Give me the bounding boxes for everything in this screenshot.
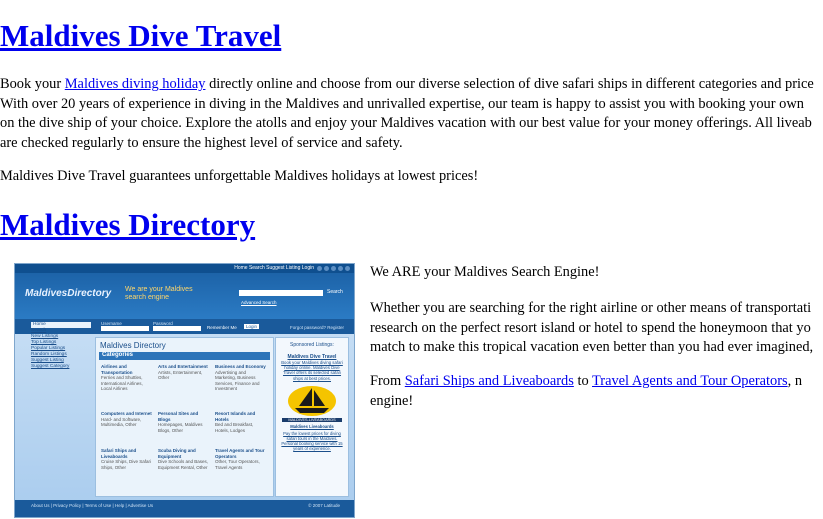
heading-maldives-dive-travel [0, 18, 281, 54]
category-title: Travel Agents and Tour Operators [215, 448, 265, 459]
heading-link-directory[interactable]: Maldives Directory [0, 207, 256, 242]
text: With over 20 years of experience in diving in the Maldives and unrivalled expertise, our team is happy to assist you with booking your own [0, 95, 804, 112]
category-title: Safari Ships and Liveaboards [101, 448, 137, 459]
thumb-category [215, 411, 267, 433]
thumb-sidebar-item: Popular Listings [31, 346, 66, 351]
thumb-copyright: © 2007 Latitude [308, 503, 340, 508]
heading-maldives-directory [0, 207, 255, 243]
thumb-sponsored-label: Sponsored Listings: [290, 342, 334, 348]
heading-link-dive-travel[interactable]: Maldives Dive Travel [0, 18, 282, 53]
thumb-category [101, 364, 153, 392]
category-title: Airlines and Transportation [101, 364, 133, 375]
link-safari-ships[interactable]: Safari Ships and Liveaboards [404, 373, 574, 389]
category-sub: Artists, Entertainment, Other [158, 369, 203, 380]
thumb-sidebar-item: Random Listings [31, 352, 67, 357]
text: engine! [370, 392, 414, 409]
dot-icon [317, 266, 322, 271]
category-sub: Ferries and Shuttles, International Airlines, Local Airlines [101, 375, 143, 391]
thumb-category [215, 448, 267, 470]
category-title: Personal Sites and Blogs [158, 411, 199, 422]
category-title: Scuba Diving and Equipment [158, 448, 196, 459]
dot-icon [338, 266, 343, 271]
directory-paragraph [370, 299, 813, 358]
text: , n [787, 373, 803, 389]
thumb-logo: MaldivesDirectory [25, 288, 112, 299]
thumb-username-field [101, 326, 149, 331]
category-sub: Advertising and Marketing, Business Services, Finance and Investment [215, 369, 260, 391]
thumb-category [215, 364, 267, 392]
link-maldives-diving-holiday[interactable]: Maldives diving holiday [64, 76, 206, 92]
intro-paragraph [0, 75, 814, 153]
category-sub: Bed and Breakfast, Hotels, Lodges [215, 422, 254, 433]
thumb-forgot-link: Forgot password? Register [290, 325, 345, 330]
thumb-sponsored-brand: MALDIVES-LIVEABOARDS [282, 418, 342, 422]
thumb-sidebar-item: Search [31, 328, 47, 333]
category-title: Computers and Internet [101, 411, 152, 416]
thumb-password-label: Password [153, 321, 173, 326]
thumb-footer-links: About Us | Privacy Policy | Terms of Use | Help | Advertise Us [31, 503, 154, 508]
text: Book your [0, 76, 65, 92]
category-title: Resort Islands and Hotels [215, 411, 256, 422]
link-travel-agents[interactable]: Travel Agents and Tour Operators [592, 373, 788, 389]
category-sub: Other, Tour Operators, Travel Agents [215, 459, 260, 470]
thumb-login-button: Login [246, 324, 258, 329]
thumb-topnav: Home Search Suggest Listing Login [234, 265, 314, 271]
thumb-sidebar [31, 322, 91, 370]
thumb-sidebar-item: Suggest Category [31, 364, 70, 369]
thumb-social-icons [317, 266, 350, 271]
tagline-line: We are your Maldives [125, 286, 193, 293]
dot-icon [345, 266, 350, 271]
thumb-password-field [153, 326, 201, 331]
category-sub: Dive Schools and Bases, Equipment Rental, Other [158, 459, 209, 470]
thumb-sidebar-item: Top Listings [31, 340, 57, 345]
directory-screenshot-image[interactable] [14, 263, 355, 518]
category-sub: Homepages, Maldives Blogs, Other [158, 422, 203, 433]
search-engine-tagline: We ARE your Maldives Search Engine! [370, 264, 600, 280]
category-sub: Hard- and Software, Multimedia, Other [101, 416, 142, 427]
tagline-line: search engine [125, 294, 169, 301]
text: From [370, 373, 405, 389]
thumb-sponsored-foot-head: Maldives Liveaboards [290, 423, 334, 429]
thumb-username-label: Username [101, 321, 122, 326]
text: research on the perfect resort island or hotel to spend the honeymoon that yo [370, 319, 811, 336]
sailboat-logo-icon [285, 384, 339, 418]
thumb-search-button: Search [327, 289, 343, 295]
thumb-sponsored-foot: Pay the lowest prices for diving safari tours in the Maldives. Personal booking service with 15 years of experience. [281, 430, 343, 451]
thumb-sidebar-item: Suggest Listing [31, 358, 64, 363]
thumb-categories-header: Categories [99, 352, 270, 360]
thumb-sponsored-body: Book your Maldives diving safari holiday online. Maldives Dive Travel offers its selected safari ships at best prices. [281, 360, 343, 381]
thumb-advanced-search: Advanced Search [241, 300, 277, 305]
text: match to make this tropical vacation even better than you had ever imagined, [370, 339, 814, 355]
text: Whether you are searching for the right airline or other means of transportati [370, 300, 812, 316]
dot-icon [331, 266, 336, 271]
text: directly online and choose from our diverse selection of dive safari ships in different categories and price [205, 76, 814, 92]
category-title: Arts and Entertainment [158, 364, 208, 369]
thumb-sponsored-panel [275, 337, 349, 497]
thumb-remember: Remember Me [207, 325, 237, 330]
thumb-header [15, 273, 354, 319]
thumb-category [158, 364, 210, 381]
category-sub: Cruise Ships, Dive Safari Ships, Other [101, 459, 152, 470]
thumb-search-input [239, 290, 323, 296]
thumb-category [158, 411, 210, 433]
thumb-category [101, 448, 153, 470]
thumb-tagline [125, 286, 193, 302]
thumb-sidebar-item: New Listings [31, 334, 59, 339]
thumb-main-panel [95, 337, 274, 497]
thumb-sidebar-item: Home [31, 322, 91, 328]
thumb-category [158, 448, 210, 470]
dot-icon [324, 266, 329, 271]
thumb-sponsored-head: Maldives Dive Travel [287, 354, 337, 360]
text: on the dive ship of your choice. Explore the atolls and enjoy your Maldives vacation with our best value for your money offerings. All liveab [0, 115, 812, 131]
text: are checked regularly to ensure the highest level of service and safety. [0, 134, 403, 151]
thumb-footer [15, 500, 354, 518]
thumb-main-title: Maldives Directory [100, 341, 166, 350]
text: to [573, 373, 592, 389]
directory-links-paragraph [370, 372, 802, 411]
thumb-category [101, 411, 153, 428]
guarantee-paragraph: Maldives Dive Travel guarantees unforgettable Maldives holidays at lowest prices! [0, 168, 479, 184]
category-title: Business and Economy [215, 364, 266, 369]
